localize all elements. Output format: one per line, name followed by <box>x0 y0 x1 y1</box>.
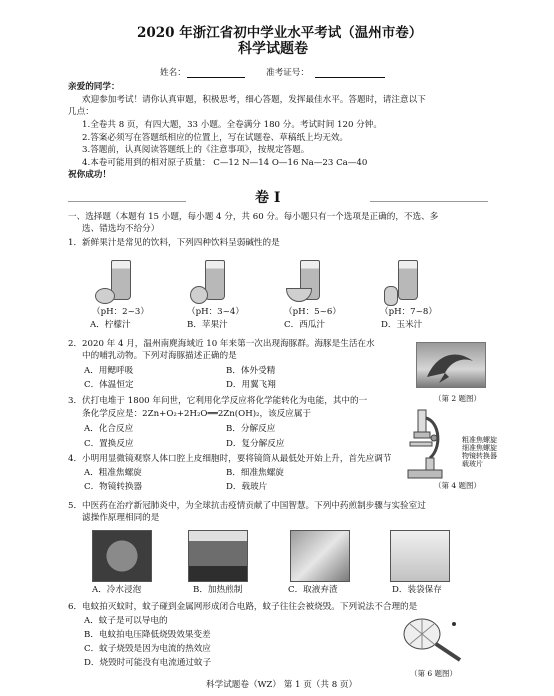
notice-item: 3.答题前，认真阅读答题纸上的《注意事项》，按规定答题。 <box>82 145 310 155</box>
option-a: A．化合反应 <box>84 424 134 434</box>
option-d: D．载玻片 <box>226 482 268 492</box>
question-3-stem: 3．伏打电堆于 1800 年问世，它利用化学反应将化学能转化为电能，其中的一 <box>68 396 368 406</box>
option-c: C．西瓜汁 <box>284 320 325 330</box>
notice-intro-cont: 几点： <box>68 107 94 117</box>
bagging-image <box>390 530 450 582</box>
question-3-stem-cont: 条化学反应是：2Zn+O₂+2H₂O══2Zn(OH)₂，该反应属于 <box>82 409 312 419</box>
figure-2-caption: （第 2 题图） <box>434 394 482 403</box>
notice-greeting: 亲爱的同学： <box>68 82 120 92</box>
option-d: D．复分解反应 <box>226 439 285 449</box>
figure-label-coarse: 粗准焦螺旋 <box>462 436 497 444</box>
option-c: C．置换反应 <box>84 439 134 449</box>
option-a: A．柠檬汁 <box>90 320 131 330</box>
exam-id-blank <box>315 77 385 78</box>
option-b: B．分解反应 <box>226 424 276 434</box>
figure-label-slide: 载玻片 <box>462 460 483 468</box>
notice-intro: 欢迎参加考试！请你认真审题，积极思考，细心答题，发挥最佳水平。答题时，请注意以下 <box>82 95 426 105</box>
figure-4-caption: （第 4 题图） <box>434 481 482 490</box>
question-2-stem-cont: 中的哺乳动物。下列对海豚描述正确的是 <box>82 351 237 361</box>
figure-label-fine: 细准焦螺旋 <box>462 444 497 452</box>
option-a: A．蚊子是可以导电的 <box>84 616 168 626</box>
divider-right <box>370 201 488 202</box>
notice-item: 4.本卷可能用到的相对原子质量： C—12 N—14 O—16 Na—23 Ca—40 <box>82 158 368 168</box>
option-c: C．取液弃渣 <box>288 585 338 595</box>
divider-left <box>68 201 186 202</box>
option-d: D．烧毁时可能没有电流通过蚊子 <box>84 658 212 668</box>
option-b: B．细准焦螺旋 <box>226 468 284 478</box>
option-d: D．用翼飞翔 <box>226 380 276 390</box>
option-b: B．加热煎制 <box>193 585 243 595</box>
option-b: B．苹果汁 <box>187 320 228 330</box>
option-a: A．用鳃呼吸 <box>84 366 134 376</box>
ph-label-b: （pH：3~4） <box>187 307 244 317</box>
notice-wish: 祝你成功！ <box>68 170 111 180</box>
option-a: A．冷水浸泡 <box>92 585 142 595</box>
question-5-stem: 5．中医药在治疗新冠肺炎中，为全球抗击疫情贡献了中国智慧。下列中药煎制步骤与实验室过 <box>68 501 426 511</box>
option-d: D．玉米汁 <box>381 320 423 330</box>
question-4-stem: 4．小明用显微镜观察人体口腔上皮细胞时，要将镜筒从最低处开始上升，首先应调节 <box>68 454 392 464</box>
exam-id-label: 准考证号： <box>266 68 309 78</box>
mosquito-swatter-figure <box>398 614 470 664</box>
option-c: C．物镜转换器 <box>84 482 143 492</box>
option-a: A．粗准焦螺旋 <box>84 468 142 478</box>
exam-title: 2020 年浙江省初中学业水平考试（温州市卷） <box>137 25 423 41</box>
notice-item: 2.答案必须写在答题纸相应的位置上，写在试题卷、草稿纸上均无效。 <box>82 133 349 143</box>
question-6-stem: 6．电蚊拍灭蚊时，蚊子碰到金属网形成闭合电路，蚊子往往会被烧毁。下列说法不合理的是 <box>68 602 418 612</box>
ph-label-a: （pH：2~3） <box>92 307 149 317</box>
notice-item: 1.全卷共 8 页，有四大题，33 小题。全卷满分 180 分。考试时间 120 分钟。 <box>82 120 382 130</box>
page-footer: 科学试题卷（WZ） 第 1 页（共 8 页） <box>206 680 358 690</box>
option-b: B．电蚊拍电压降低烧毁效果变差 <box>84 630 211 640</box>
name-label: 姓名： <box>160 68 186 78</box>
option-b: B．体外受精 <box>226 366 276 376</box>
option-c: C．体温恒定 <box>84 380 134 390</box>
microscope-figure <box>404 408 444 480</box>
volume-heading: 卷 Ⅰ <box>255 190 281 206</box>
ph-label-c: （pH：5~6） <box>284 307 341 317</box>
part-instruction-cont: 选、错选均不给分） <box>82 224 160 234</box>
soaking-image <box>92 530 152 582</box>
question-1-stem: 1．新鲜果汁是常见的饮料，下列四种饮料呈弱碱性的是 <box>68 238 280 248</box>
exam-subtitle: 科学试题卷 <box>238 41 308 57</box>
filtering-image <box>290 530 350 582</box>
name-blank <box>187 77 245 78</box>
figure-6-caption: （第 6 题图） <box>410 669 458 678</box>
figure-label-nosepiece: 物镜转换器 <box>462 452 497 460</box>
question-5-stem-cont: 滤操作原理相同的是 <box>82 513 160 523</box>
option-c: C．蚊子烧毁是因为电流的热效应 <box>84 644 211 654</box>
question-2-stem: 2．2020 年 4 月，温州南麂海域近 10 年来第一次出现海豚群。海豚是生活在水 <box>68 339 375 349</box>
part-instruction: 一、选择题（本题有 15 小题，每小题 4 分，共 60 分。每小题只有一个选项是正确的，不选、多 <box>68 212 439 222</box>
dolphin-image <box>416 342 486 388</box>
option-d: D．装袋保存 <box>392 585 442 595</box>
ph-label-d: （pH：7~8） <box>380 307 437 317</box>
decocting-image <box>188 530 248 582</box>
